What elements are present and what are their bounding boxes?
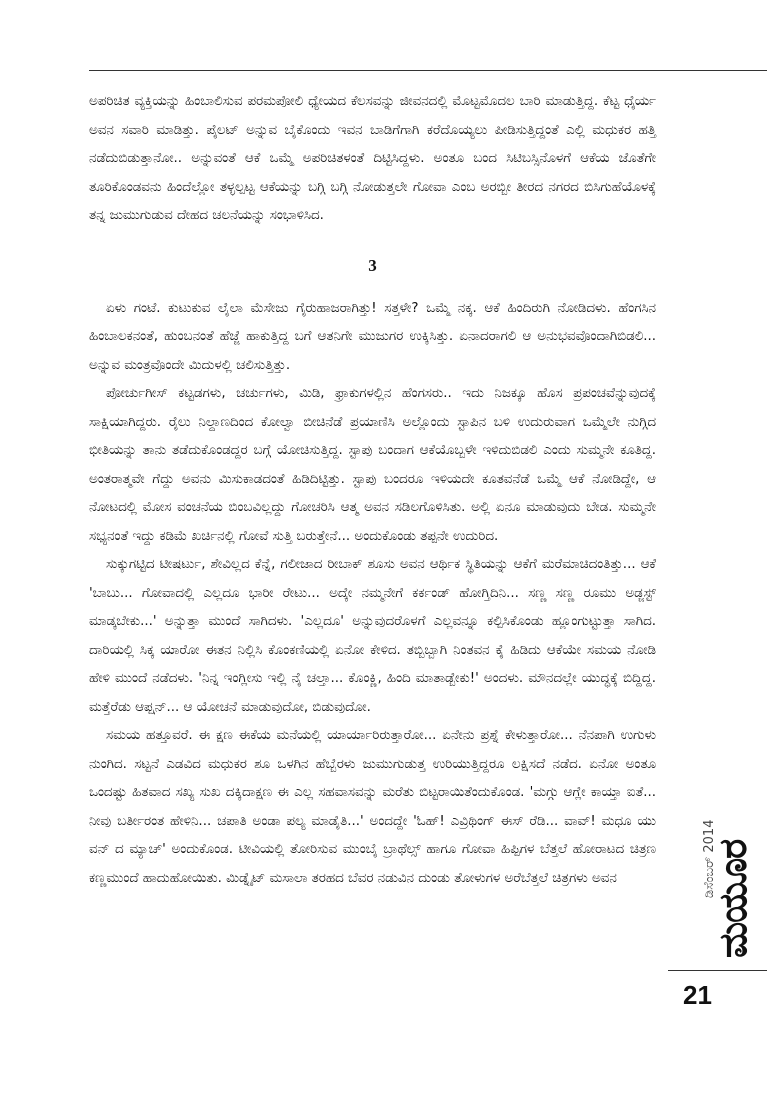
paragraph-3: ಸುಕ್ಕುಗಟ್ಟಿದ ಟೀಷರ್ಟು, ಶೇವಿಲ್ಲದ ಕೆನ್ನೆ, ಗಲೀಜಾದ ರೀಬಾಕ್ ಶೂಸು ಅವನ ಆರ್ಥಿಕ ಸ್ಥಿತಿಯನ್ನು ಆಕೆಗೆ ಮರೆಮಾಚಿದಂತಿತ್ತು... ಆಕೆ 'ಬಾಬು... ಗೋವಾದಲ್ಲಿ ಎಲ್ಲದೂ ಭಾರೀ ರೇಟು... ಅದ್ಕೇ ನಮ್ಮನೇಗೆ ಕರ್ಕಂಡ್ ಹೋಗ್ತಿದಿನಿ... ಸಣ್ಣ ಸಣ್ಣ ರೂಮು ಅಡ್ಜಸ್ಟ್ ಮಾಡ್ಕಬೇಕು...' ಅನ್ನುತ್ತಾ ಮುಂದೆ ಸಾಗಿದಳು. 'ಎಲ್ಲದೂ' ಅನ್ನುವುದರೊಳಗೆ ಎಲ್ಲವನ್ನೂ ಕಲ್ಪಿಸಿಕೊಂಡು ಹ್ಲೂಂಗುಟ್ಟುತ್ತಾ ಸಾಗಿದ. ದಾರಿಯಲ್ಲಿ ಸಿಕ್ಕ ಯಾರೋ ಈತನ ನಿಲ್ಲಿಸಿ ಕೊಂಕಣಿಯಲ್ಲಿ ಏನೋ ಕೇಳಿದ. ತಬ್ಬಿಬ್ಬಾಗಿ ನಿಂತವನ ಕೈ ಹಿಡಿದು ಆಕೆಯೇ ಸಮಯ ನೋಡಿ ಹೇಳಿ ಮುಂದೆ ನಡೆದಳು. 'ನಿನ್ನ ಇಂಗ್ಲೀಸು ಇಲ್ಲಿ ನೈ ಚಲ್ತಾ... ಕೊಂಕ್ಣಿ, ಹಿಂದಿ ಮಾತಾಡ್ಬೇಕು!' ಅಂದಳು. ಮೌನದಲ್ಲೇ ಯುದ್ಧಕ್ಕೆ ಬಿದ್ದಿದ್ದ. ಮತ್ತೆರೆಡು ಆಪ್ಷನ್... ಆ ಯೋಚನೆ ಮಾಡುವುದೋ, ಬಿಡುವುದೋ. <box>89 557 656 715</box>
header-rule <box>89 70 767 71</box>
paragraph-2: ಪೋರ್ಚುಗೀಸ್ ಕಟ್ಟಡಗಳು, ಚರ್ಚುಗಳು, ಮಿಡಿ, ಫ್ರಾಕುಗಳಲ್ಲಿನ ಹೆಂಗಸರು.. ಇದು ನಿಜಕ್ಕೂ ಹೊಸ ಪ್ರಪಂಚವೆನ್ನುವುದಕ್ಕೆ ಸಾಕ್ಷಿಯಾಗಿದ್ದರು. ರೈಲು ನಿಲ್ದಾಣದಿಂದ ಕೋಲ್ವಾ ಬೀಚಿನೆಡೆ ಪ್ರಯಾಣಿಸಿ ಅಲ್ಲೊಂದು ಸ್ಟಾಪಿನ ಬಳಿ ಉದುರುವಾಗ ಒಮ್ಮೆಲೇ ನುಗ್ಗಿದ ಭೀತಿಯನ್ನು ತಾನು ತಡೆದುಕೊಂಡದ್ದರ ಬಗ್ಗೆ ಯೋಚಿಸುತ್ತಿದ್ದ. ಸ್ಟಾಪು ಬಂದಾಗ ಆಕೆಯೊಬ್ಬಳೇ ಇಳಿದುಬಿಡಲಿ ಎಂದು ಸುಮ್ಮನೇ ಕೂತಿದ್ದ. ಅಂತರಾತ್ಮವೇ ಗೆದ್ದು ಅವನು ಮಿಸುಕಾಡದಂತೆ ಹಿಡಿದಿಟ್ಟಿತ್ತು. ಸ್ಟಾಪು ಬಂದರೂ ಇಳಿಯದೇ ಕೂತವನೆಡೆ ಒಮ್ಮೆ ಆಕೆ ನೋಡಿದ್ದೇ, ಆ ನೋಟದಲ್ಲಿ ಮೋಸ ವಂಚನೆಯ ಬಿಂಬವಿಲ್ಲದ್ದು ಗೋಚರಿಸಿ ಆತ್ಮ ಅವನ ಸಡಿಲಗೊಳಿಸಿತು. ಅಲ್ಲಿ ಏನೂ ಮಾಡುವುದು ಬೇಡ. ಸುಮ್ಮನೇ ಸಭ್ಯನಂತೆ ಇದ್ದು ಕಡಿಮೆ ಖರ್ಚಿನಲ್ಲಿ ಗೋವೆ ಸುತ್ತಿ ಬರುತ್ತೇನೆ... ಅಂದುಕೊಂಡು ತಪ್ಪನೇ ಉದುರಿದ. <box>89 386 656 544</box>
section-number: 3 <box>368 255 377 275</box>
paragraph-4: ಸಮಯ ಹತ್ತೂವರೆ. ಈ ಕ್ಷಣ ಈಕೆಯ ಮನೆಯಲ್ಲಿ ಯಾರ್ಯಾರಿರುತ್ತಾರೋ... ಏನೇನು ಪ್ರಶ್ನೆ ಕೇಳುತ್ತಾರೋ... ನೆನಪಾಗಿ ಉಗುಳು ನುಂಗಿದ. ಸಟ್ಟನೆ ಎಡವಿದ ಮಧುಕರ ಶೂ ಒಳಗಿನ ಹೆಬ್ಬೆರಳು ಜುಮುಗುಡುತ್ತ ಉರಿಯುತ್ತಿದ್ದರೂ ಲಕ್ಷಿಸದೆ ನಡೆದ. ಏನೋ ಅಂತೂ ಒಂದಷ್ಟು ಹಿತವಾದ ಸಖ್ಯ ಸುಖ ದಕ್ಕಿದಾಕ್ಷಣ ಈ ಎಲ್ಲ ಸಹವಾಸವನ್ನು ಮರೆತು ಬಿಟ್ಟರಾಯಿತೆಂದುಕೊಂಡ. 'ಮಗ್ಗು ಆಗ್ಲೇ ಕಾಯ್ತಾ ಐತೆ... ನೀವು ಬರ್ತೀರಂತ ಹೇಳಿನಿ... ಚಪಾತಿ ಅಂಡಾ ಪಲ್ಯ ಮಾಡೈತಿ...' ಅಂದದ್ದೇ 'ಓಹ್! ಎವ್ರಿಥಿಂಗ್ ಈಸ್ ರೆಡಿ... ವಾವ್! ಮಧೂ ಯು ವನ್ ದ ಮ್ಯಾಚ್' ಅಂದುಕೊಂಡ. ಟೀವಿಯಲ್ಲಿ ತೋರಿಸುವ ಮುಂಬೈ ಬ್ರಾಥೆಲ್ಸ್ ಹಾಗೂ ಗೋವಾ ಹಿಪ್ಪಿಗಳ ಬೆತ್ತಲೆ ಹೋರಾಟದ ಚಿತ್ರಣ ಕಣ್ಣಮುಂದೆ ಹಾದುಹೋಯಿತು. ಮಿಡ್ನೈಟ್ ಮಸಾಲಾ ತರಹದ ಬೆವರ ನಡುವಿನ ದುಂಡು ತೋಳುಗಳ ಅರೆಬೆತ್ತಲೆ ಚಿತ್ರಗಳು ಅವನ <box>89 728 656 886</box>
magazine-logo: ಮಯೂರ <box>711 839 755 958</box>
page-number: 21 <box>683 980 712 1010</box>
paragraph-intro: ಅಪರಿಚಿತ ವ್ಯಕ್ತಿಯನ್ನು ಹಿಂಬಾಲಿಸುವ ಪರಮಪೋಲಿ ಧ್ಯೇಯದ ಕೆಲಸವನ್ನು ಜೀವನದಲ್ಲಿ ಮೊಟ್ಟಮೊದಲ ಬಾರಿ ಮಾಡುತ್ತಿದ್ದ. ಕೆಟ್ಟ ಧೈರ್ಯ ಅವನ ಸವಾರಿ ಮಾಡಿತ್ತು. ಪೈಲಟ್ ಅನ್ನುವ ಬೈಕೊಂದು ಇವನ ಬಾಡಿಗೆಗಾಗಿ ಕರೆದೊಯ್ಯಲು ಪೀಡಿಸುತ್ತಿದ್ದಂತೆ ಎಲ್ಲಿ ಮಧುಕರ ಹತ್ತಿ ನಡೆದುಬಿಡುತ್ತಾನೋ.. ಅನ್ನುವಂತೆ ಆಕೆ ಒಮ್ಮೆ ಅಪರಿಚಿತಳಂತೆ ದಿಟ್ಟಿಸಿದ್ದಳು. ಅಂತೂ ಬಂದ ಸಿಟಿಬಸ್ಸಿನೊಳಗೆ ಆಕೆಯ ಜೊತೆಗೇ ತೂರಿಕೊಂಡವನು ಹಿಂದೆಲ್ಲೋ ತಳ್ಳಲ್ಪಟ್ಟ ಆಕೆಯನ್ನು ಬಗ್ಗಿ ಬಗ್ಗಿ ನೋಡುತ್ತಲೇ ಗೋವಾ ಎಂಬ ಅರಬ್ಬೀ ತೀರದ ನಗರದ ಬಿಸಿಗುಹೆಯೊಳಕ್ಕೆ ತನ್ನ ಜುಮುಗುಡುವ ದೇಹದ ಚಲನೆಯನ್ನು ಸಂಭಾಳಿಸಿದ. <box>89 94 656 223</box>
footer-rule <box>668 970 767 971</box>
article-body <box>89 88 656 893</box>
issue-date: ಡಿಸೆಂಬರ್ 2014 <box>702 819 717 898</box>
paragraph-1: ಏಳು ಗಂಟೆ. ಕುಟುಕುವ ಲೈಲಾ ಮೆಸೇಜು ಗೈರುಹಾಜರಾಗಿತ್ತು! ಸತ್ತಳೇ? ಒಮ್ಮೆ ನಕ್ಕ. ಆಕೆ ಹಿಂದಿರುಗಿ ನೋಡಿದಳು. ಹೆಂಗಸಿನ ಹಿಂಬಾಲಕನಂತೆ, ಹುಂಬನಂತೆ ಹೆಜ್ಜೆ ಹಾಕುತ್ತಿದ್ದ ಬಗೆ ಆತನಿಗೇ ಮುಜುಗರ ಉಕ್ಕಿಸಿತ್ತು. ಏನಾದರಾಗಲಿ ಆ ಅನುಭವವೊಂದಾಗಿಬಿಡಲಿ... ಅನ್ನುವ ಮಂತ್ರವೊಂದೇ ಮಿದುಳಲ್ಲಿ ಚಲಿಸುತ್ತಿತ್ತು. <box>89 300 656 373</box>
